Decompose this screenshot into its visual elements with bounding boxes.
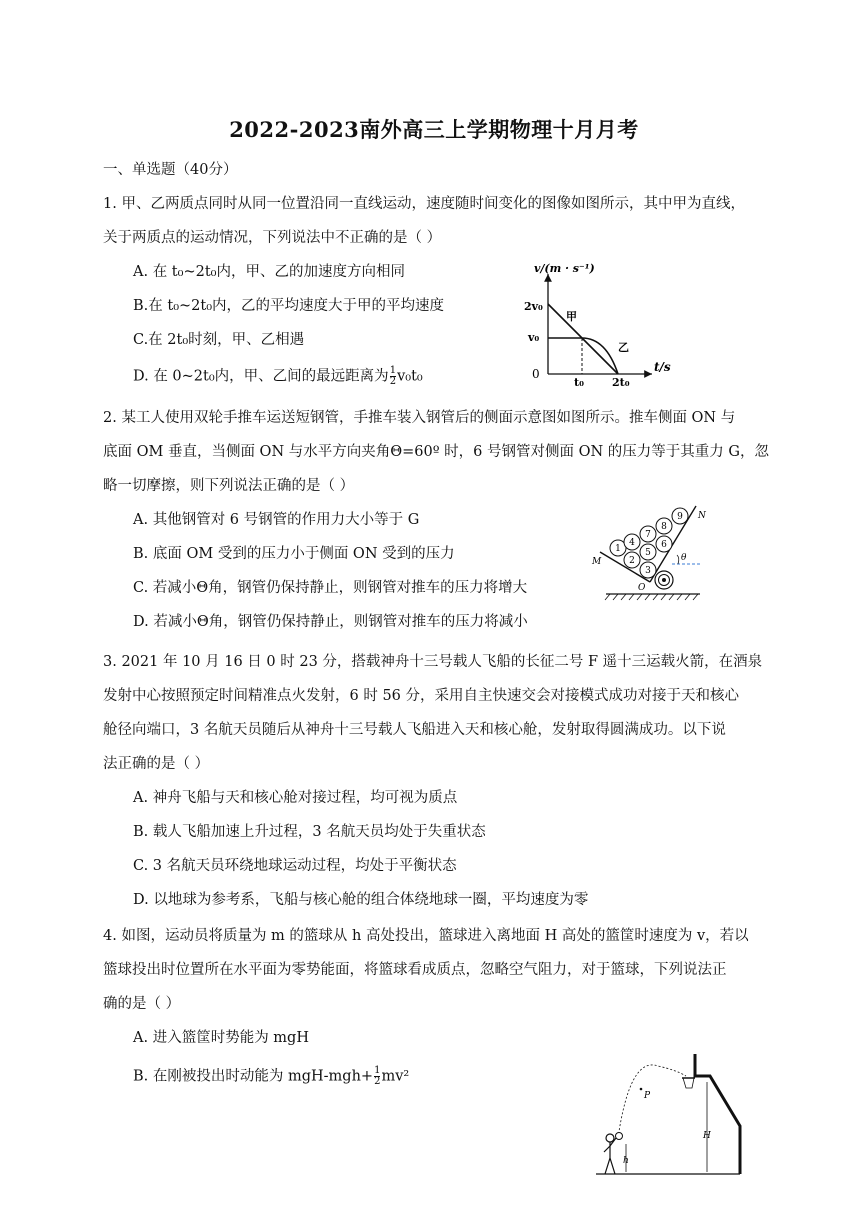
hoop-stand — [695, 1054, 740, 1174]
q1-option-b: B.在 t₀~2t₀内，乙的平均速度大于甲的平均速度 — [133, 298, 445, 314]
q3-option-a: A. 神舟飞船与天和核心舱对接过程，均可视为质点 — [133, 790, 458, 806]
fraction-denominator: 2 — [389, 376, 397, 387]
q3-option-d: D. 以地球为参考系，飞船与核心舱的组合体绕地球一圈，平均速度为零 — [133, 892, 589, 908]
pipe-5-label: 5 — [645, 548, 651, 558]
label-jia: 甲 — [566, 310, 577, 323]
q2-option-b: B. 底面 OM 受到的压力小于侧面 ON 受到的压力 — [133, 546, 455, 562]
pipe-1-label: 1 — [615, 544, 621, 554]
q4-option-b — [133, 1066, 409, 1087]
q1-option-d-text: D. 在 0~2t₀内，甲、乙间的最远距离为 — [133, 368, 389, 385]
y-axis-label: v/(m · s⁻¹) — [534, 262, 595, 275]
q1-stem-line1: 1. 甲、乙两质点同时从同一位置沿同一直线运动，速度随时间变化的图像如图所示，其中甲为直线， — [103, 196, 745, 212]
x-axis-label: t/s — [654, 360, 671, 374]
pipe-7-label: 7 — [645, 530, 651, 540]
theta-label: θ — [681, 553, 687, 563]
q1-option-d-suffix: v₀t₀ — [397, 368, 423, 385]
q3-option-c: C. 3 名航天员环绕地球运动过程，均处于平衡状态 — [133, 858, 457, 874]
hoop-net — [683, 1078, 694, 1088]
tick-t0: t₀ — [574, 376, 584, 386]
page-title: 2022-2023南外高三上学期物理十月月考 — [229, 117, 639, 142]
section-heading: 一、单选题（40分） — [103, 162, 238, 178]
label-yi: 乙 — [618, 341, 629, 354]
fraction-numerator: 1 — [389, 365, 397, 376]
q4-option-a: A. 进入篮筐时势能为 mgH — [133, 1030, 309, 1046]
q1-option-d-fraction — [390, 366, 396, 387]
tick-v0: v₀ — [528, 331, 540, 344]
label-O: O — [638, 583, 646, 593]
fraction-numerator: 1 — [374, 1065, 381, 1076]
q3-option-b: B. 载人飞船加速上升过程，3 名航天员均处于失重状态 — [133, 824, 486, 840]
q4-option-b-fraction — [374, 1066, 380, 1087]
tick-2t0: 2t₀ — [612, 376, 630, 386]
q4-stem-line3: 确的是（ ） — [103, 996, 181, 1012]
basketball-icon — [616, 1133, 623, 1140]
pipe-2-label: 2 — [629, 556, 635, 566]
q3-stem-line1: 3. 2021 年 10 月 16 日 0 时 23 分，搭载神舟十三号载人飞船的长征二号 F 遥十三运载火箭，在酒泉 — [103, 654, 763, 670]
q1-option-a: A. 在 t₀~2t₀内，甲、乙的加速度方向相同 — [133, 264, 405, 280]
series-jia-line — [548, 304, 618, 374]
player-figure — [604, 1134, 616, 1174]
ball-trajectory — [618, 1065, 686, 1138]
q1-option-c: C.在 2t₀时刻，甲、乙相遇 — [133, 332, 305, 348]
q1-option-d — [133, 366, 423, 387]
q4-option-b-text: B. 在刚被投出时动能为 mgH-mgh+ — [133, 1068, 374, 1085]
pipe-9-label: 9 — [677, 512, 683, 522]
q2-option-c: C. 若减小Θ角，钢管仍保持静止，则钢管对推车的压力将增大 — [133, 580, 528, 596]
q4-stem-line1: 4. 如图，运动员将质量为 m 的篮球从 h 高处投出，篮球进入离地面 H 高处的篮筐时速度为 v，若以 — [103, 928, 749, 944]
q1-stem-line2: 关于两质点的运动情况，下列说法中不正确的是（ ） — [103, 230, 442, 246]
pipe-8-label: 8 — [661, 522, 667, 532]
q2-option-a: A. 其他钢管对 6 号钢管的作用力大小等于 G — [133, 512, 420, 528]
point-P-label: P — [644, 1091, 651, 1101]
q3-stem-line2: 发射中心按照预定时间精准点火发射，6 时 56 分，采用自主快速交会对接模式成功对接于天和核心 — [103, 688, 739, 704]
q3-stem-line4: 法正确的是（ ） — [103, 756, 210, 772]
q4-option-b-suffix: mv² — [381, 1068, 410, 1085]
q2-cart-figure — [588, 500, 718, 604]
pipe-4-label: 4 — [629, 538, 635, 548]
tick-2v0: 2v₀ — [524, 300, 543, 313]
pipe-6-label: 6 — [661, 540, 667, 550]
q2-stem-line1: 2. 某工人使用双轮手推车运送短钢管，手推车装入钢管后的侧面示意图如图所示。推车侧面 ON 与 — [103, 410, 736, 426]
q2-option-d: D. 若减小Θ角，钢管仍保持静止，则钢管对推车的压力将减小 — [133, 614, 528, 630]
series-yi-curve — [548, 338, 618, 374]
q2-stem-line2: 底面 OM 垂直，当侧面 ON 与水平方向夹角Θ=60º 时，6 号钢管对侧面 ON 的压力等于其重力 G，忽 — [103, 444, 769, 460]
point-P — [640, 1088, 643, 1091]
H-label: H — [703, 1131, 711, 1141]
h-label: h — [623, 1156, 629, 1166]
ground-hatch — [605, 594, 698, 600]
q2-stem-line3: 略一切摩擦，则下列说法正确的是（ ） — [103, 478, 355, 494]
label-M: M — [592, 557, 602, 567]
q1-vt-graph — [520, 258, 700, 386]
q3-stem-line3: 舱径向端口，3 名航天员随后从神舟十三号载人飞船进入天和核心舱，发射取得圆满成功。以下说 — [103, 722, 726, 738]
origin-label: 0 — [532, 367, 540, 381]
label-N: N — [698, 511, 706, 521]
q4-basketball-figure — [590, 1046, 770, 1180]
q4-stem-line2: 篮球投出时位置所在水平面为零势能面，将篮球看成质点，忽略空气阻力，对于篮球，下列说法正 — [103, 962, 727, 978]
pipe-3-label: 3 — [645, 566, 651, 576]
fraction-denominator: 2 — [374, 1076, 381, 1087]
